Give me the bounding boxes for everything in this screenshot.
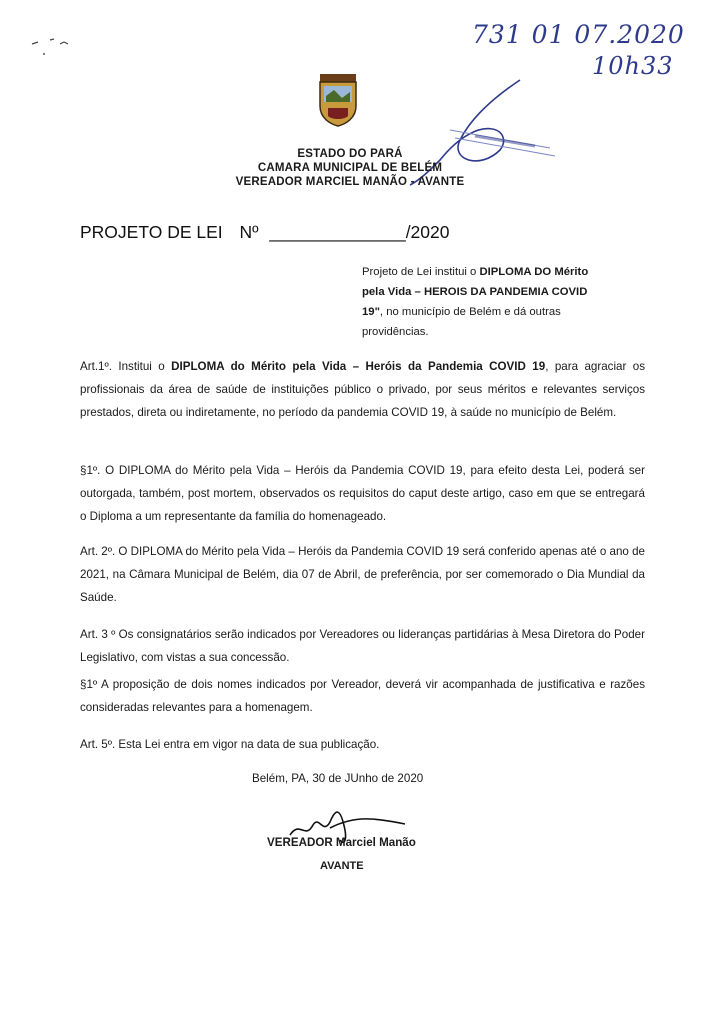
ementa-prefix: Projeto de Lei institui o xyxy=(362,266,480,278)
page-title xyxy=(80,222,449,243)
title-blank: ______________ xyxy=(269,222,406,242)
signer-party: AVANTE xyxy=(320,860,364,872)
header-state: ESTADO DO PARÁ xyxy=(297,148,403,160)
article-1-lead: Art.1º. Institui o xyxy=(80,360,172,373)
signing-date: Belém, PA, 30 de JUnho de 2020 xyxy=(252,772,424,785)
scan-marks xyxy=(30,32,90,62)
coat-of-arms-icon xyxy=(316,72,360,128)
protocol-stamp: 731 01 07.2020 xyxy=(472,20,685,49)
title-year: /2020 xyxy=(405,222,450,242)
header-councilor: VEREADOR MARCIEL MANÃO - AVANTE xyxy=(235,176,465,188)
article-1-paragraph-1: §1º. O DIPLOMA do Mérito pela Vida – Heróis da Pandemia COVID 19, para efeito desta Lei, poderá ser outorgada, também, post mortem, observados os requisitos do caput deste artigo, caso em que se entregará o Diploma a um representante da família do homenageado. xyxy=(80,464,645,523)
signer-name: VEREADOR Marciel Manão xyxy=(267,836,416,849)
title-number-label: Nº xyxy=(239,222,259,242)
article-1-body: , para agraciar os profissionais da área de saúde de instituições público o privado, por seus méritos e relevantes serviços prestados, direta ou indiretamente, no período da pandemia COVID 19, à saúde no município de Belém. xyxy=(80,360,645,419)
ementa xyxy=(362,262,602,342)
article-3-paragraph-1: §1º A proposição de dois nomes indicados por Vereador, deverá vir acompanhada de justificativa e razões consideradas relevantes para a homenagem. xyxy=(80,678,645,714)
ementa-bold: DIPLOMA DO Mérito pela Vida – HEROIS DA PANDEMIA COVID 19" xyxy=(362,266,589,318)
article-3: Art. 3 º Os consignatários serão indicados por Vereadores ou lideranças partidárias à Mesa Diretora do Poder Legislativo, com vistas a sua concessão. xyxy=(80,628,645,664)
article-1-bold: DIPLOMA do Mérito pela Vida – Heróis da Pandemia COVID 19 xyxy=(171,360,546,373)
protocol-time: 10h33 xyxy=(592,52,674,80)
article-5: Art. 5º. Esta Lei entra em vigor na data de sua publicação. xyxy=(80,738,380,751)
article-2: Art. 2º. O DIPLOMA do Mérito pela Vida – Heróis da Pandemia COVID 19 será conferido apenas até o ano de 2021, na Câmara Municipal de Belém, dia 07 de Abril, de preferência, por ser comemorado o Dia Mundial da Saúde. xyxy=(80,545,645,604)
article-1 xyxy=(80,355,645,424)
ementa-suffix: , no município de Belém e dá outras providências. xyxy=(362,306,561,338)
header-chamber: CAMARA MUNICIPAL DE BELÉM xyxy=(257,162,443,174)
title-label: PROJETO DE LEI xyxy=(80,222,223,242)
